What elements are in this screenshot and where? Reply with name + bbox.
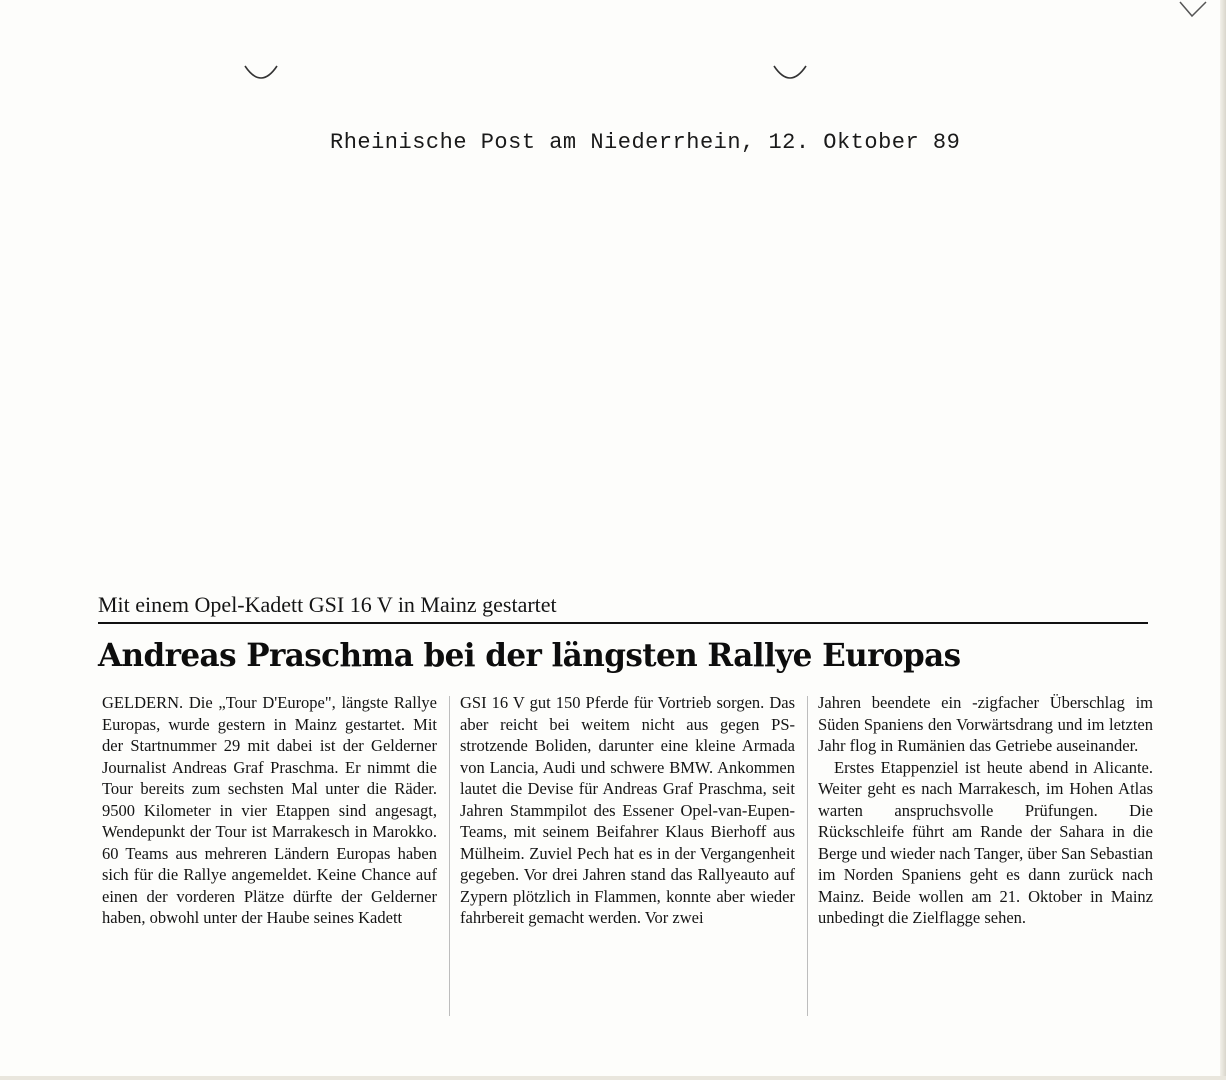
column-rule xyxy=(449,696,450,1016)
article-paragraph: GSI 16 V gut 150 Pferde für Vortrieb sorgen. Das aber reicht bei weitem nicht aus gegen PS-strotzende Boliden, darunter eine kleine Armada von Lancia, Audi und schwere BMW. Ankommen lautet die Devise für Andreas Graf Praschma, seit Jahren Stammpilot des Essener Opel-van-Eupen-Teams, mit seinem Beifahrer Klaus Bierhoff aus Mülheim. Zuviel Pech hat es in der Vergangenheit gegeben. Vor drei Jahren stand das Rallyeauto auf Zypern plötzlich in Flammen, konnte aber wieder fahrbereit gemacht werden. Vor zwei xyxy=(460,693,795,927)
article-column-1 xyxy=(102,692,437,929)
punch-mark-left xyxy=(243,62,279,84)
article-paragraph: Jahren beendete ein -zigfacher Überschlag im Süden Spaniens den Vorwärtsdrang und im letzten Jahr flog in Rumänien das Getriebe auseinander. xyxy=(818,693,1153,755)
article-paragraph: Erstes Etappenziel ist heute abend in Alicante. Weiter geht es nach Marrakesch, im Hohen Atlas warten anspruchsvolle Prüfungen. Die Rückschleife führt am Rande der Sahara in die Berge und wieder nach Tanger, über San Sebastian im Norden Spaniens geht es dann zurück nach Mainz. Beide wollen am 21. Oktober in Mainz unbedingt die Zielflagge sehen. xyxy=(818,757,1153,927)
corner-pen-mark xyxy=(1178,0,1208,26)
paper-edge-bottom xyxy=(0,1076,1226,1080)
article-column-3 xyxy=(818,692,1153,929)
column-rule xyxy=(807,696,808,1016)
article-paragraph: GELDERN. Die „Tour D'Europe", längste Rallye Europas, wurde gestern in Mainz gestartet. Mit der Startnummer 29 mit dabei ist der Gelderner Journalist Andreas Graf Praschma. Er nimmt die Tour bereits zum sechsten Mal unter die Räder. 9500 Kilometer in vier Etappen sind angesagt, Wendepunkt der Tour ist Marrakesch in Marokko. 60 Teams aus mehreren Ländern Europas haben sich für die Rallye angemeldet. Keine Chance auf einen der vorderen Plätze dürfte der Gelderner haben, obwohl unter der Haube seines Kadett xyxy=(102,693,437,927)
article-kicker: Mit einem Opel-Kadett GSI 16 V in Mainz gestartet xyxy=(98,590,1148,624)
source-citation: Rheinische Post am Niederrhein, 12. Oktober 89 xyxy=(330,130,961,155)
article-column-2 xyxy=(460,692,795,929)
punch-mark-right xyxy=(772,62,808,84)
paper-edge xyxy=(1220,0,1226,1080)
article-headline: Andreas Praschma bei der längsten Rallye Europas xyxy=(98,636,961,674)
newspaper-clipping xyxy=(98,590,1153,1040)
article-body xyxy=(98,692,1153,1022)
